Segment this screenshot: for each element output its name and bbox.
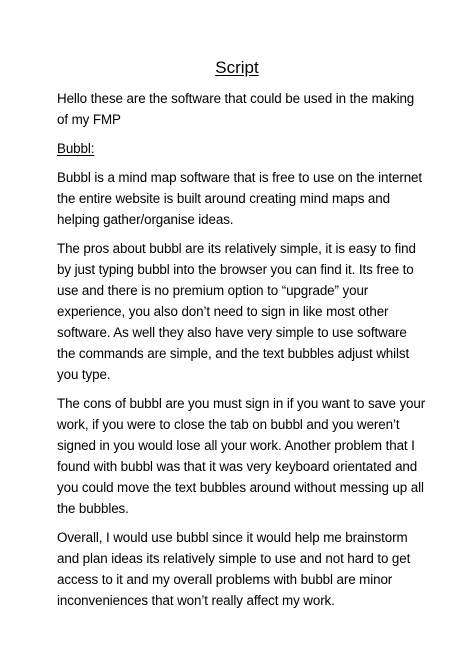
section-heading: Bubbl: xyxy=(57,141,95,156)
paragraph-pros: The pros about bubbl are its relatively simple, it is easy to find by just typing bubbl into the browser you can find it. Its free to use and there is no premium option to “upgrade” your experience, you also don’t need to sign in like most other software. As well they also have very simple to use software the commands are simple, and the text bubbles adjust whilst you type. xyxy=(57,241,416,382)
paragraph-description: Bubbl is a mind map software that is free to use on the internet the entire website is built around creating mind maps and helping gather/organise ideas. xyxy=(57,170,423,227)
document-body xyxy=(57,88,427,619)
document-title: Script xyxy=(215,58,259,77)
intro-paragraph: Hello these are the software that could be used in the making of my FMP xyxy=(57,91,415,127)
paragraph-cons: The cons of bubbl are you must sign in if you want to save your work, if you were to close the tab on bubbl and you weren’t signed in you would lose all your work. Another problem that I found with bubbl was that it was very keyboard orientated and you could move the text bubbles around without messing up all the bubbles. xyxy=(57,396,426,516)
paragraph-overall: Overall, I would use bubbl since it would help me brainstorm and plan ideas its relatively simple to use and not hard to get access to it and my overall problems with bubbl are minor inconveniences that won’t really affect my work. xyxy=(57,530,411,608)
